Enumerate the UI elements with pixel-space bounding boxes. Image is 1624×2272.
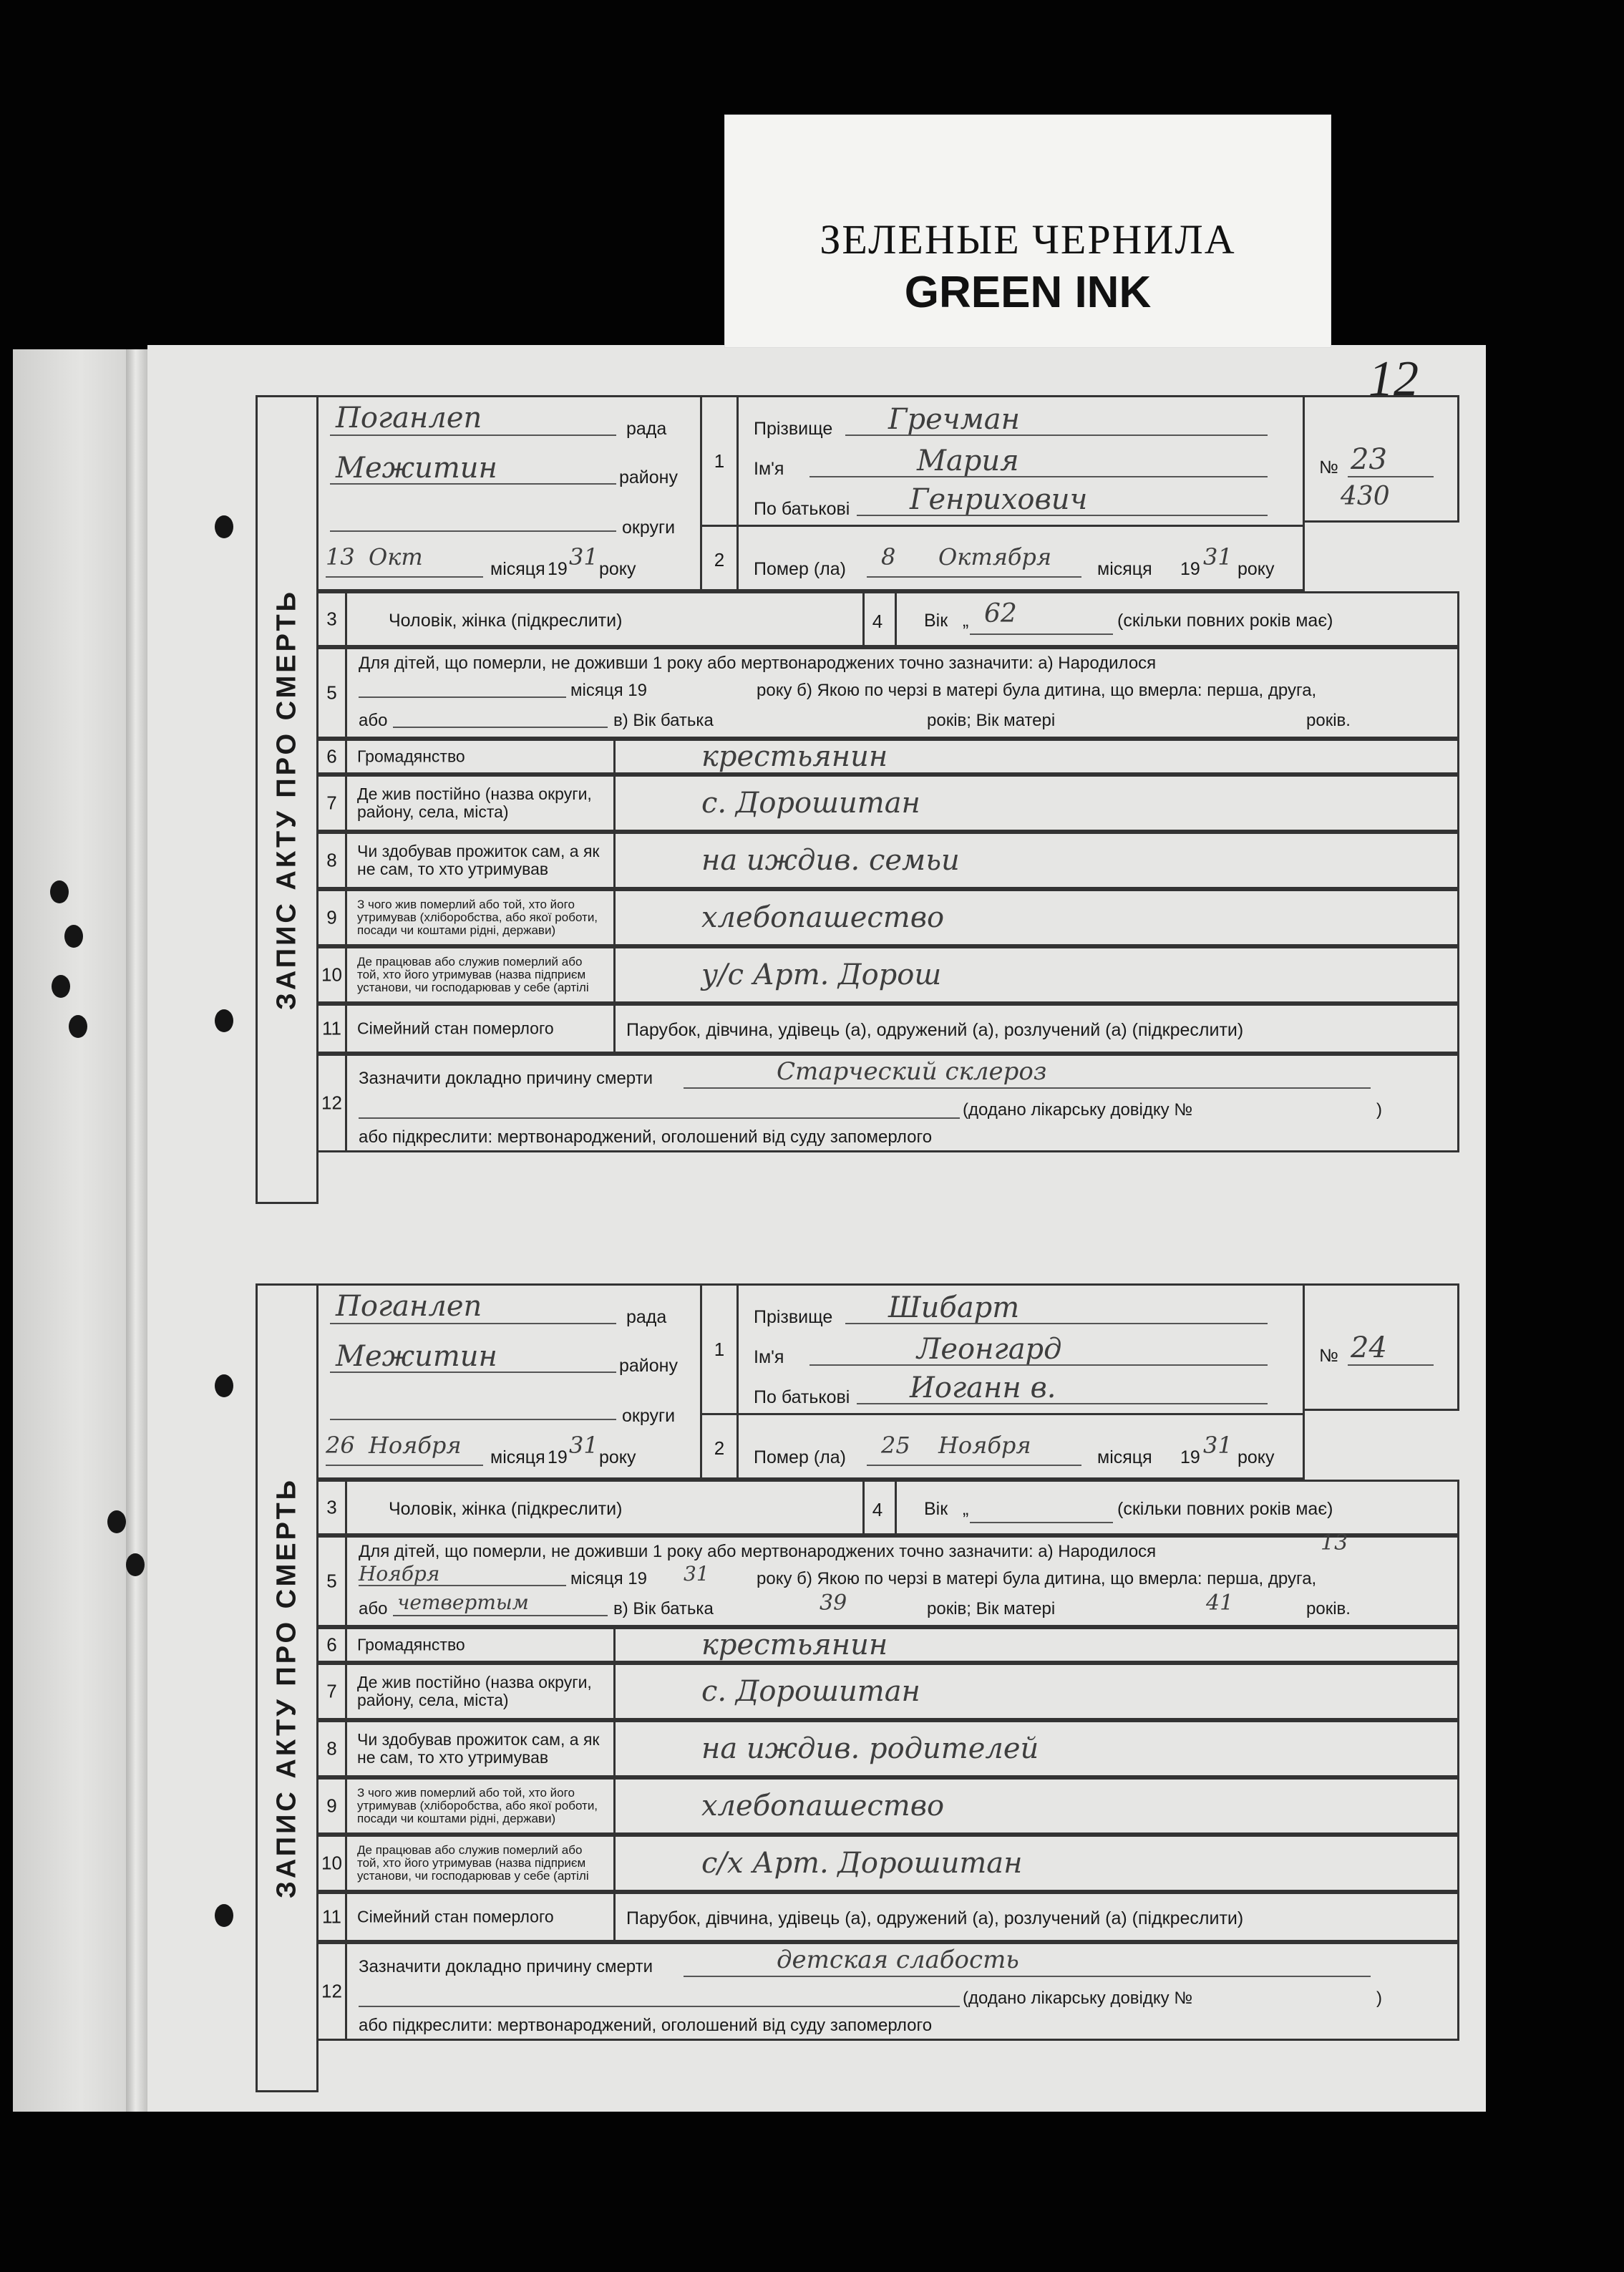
- children-line-3d: років.: [1306, 1599, 1351, 1618]
- row-livelihood: [319, 1720, 1459, 1777]
- row-sex-age: 3 Чоловік, жінка (підкреслити) 4 Вік „ 62 (скільки повних років має): [319, 591, 1459, 647]
- row-children: [319, 647, 1459, 739]
- death-day-value: 8: [881, 543, 896, 571]
- age-label: Вік: [924, 1499, 948, 1519]
- row-number: 8: [326, 1737, 337, 1759]
- born-day-value: 13: [1321, 1530, 1348, 1555]
- children-line-3c: років; Вік матері: [927, 1599, 1056, 1618]
- livelihood-label: Чи здобував прожиток сам, а як не сам, то хто утримував: [357, 1730, 600, 1767]
- raion-value: Межитин: [336, 452, 497, 485]
- income-source-value: хлебопашество: [701, 901, 945, 934]
- row-number: 3: [326, 1496, 337, 1518]
- registration-box: [319, 1283, 702, 1480]
- binding-hole: [215, 515, 233, 538]
- death-year-value: 31: [1203, 1432, 1232, 1459]
- reg-day-value: 13: [326, 543, 355, 571]
- sex-label: Чоловік, жінка (підкреслити): [389, 611, 623, 631]
- month-label: місяця: [1097, 1447, 1152, 1467]
- row-number: 5: [326, 1570, 337, 1592]
- row-income-source: [319, 889, 1459, 946]
- rada-label: рада: [626, 419, 667, 439]
- year-prefix: 19: [1180, 1447, 1200, 1467]
- binding-hole: [64, 925, 83, 948]
- row-livelihood: [319, 832, 1459, 889]
- row-cause: [319, 1054, 1459, 1152]
- label-russian: ЗЕЛЕНЫЕ ЧЕРНИЛА: [820, 216, 1236, 263]
- born-year-value: 31: [684, 1562, 709, 1586]
- row-number: 5: [326, 681, 337, 704]
- name-label: Ім'я: [754, 459, 784, 479]
- age-hint: (скільки повних років має): [1117, 611, 1333, 631]
- row-sex-age: 3 Чоловік, жінка (підкреслити) 4 Вік „ (скільки повних років має): [319, 1480, 1459, 1535]
- binding-hole: [215, 1009, 233, 1032]
- year-prefix: 19: [1180, 559, 1200, 579]
- deceased-box: [702, 395, 1305, 591]
- cause-certificate: (додано лікарську довідку №: [963, 1989, 1193, 2008]
- children-line-3b: в) Вік батька: [613, 711, 714, 730]
- row-cause: [319, 1942, 1459, 2041]
- row-number: 12: [321, 1980, 342, 2002]
- reg-year-value: 31: [569, 543, 598, 571]
- row-residence: [319, 1663, 1459, 1720]
- row-number: 2: [714, 1437, 725, 1459]
- residence-label: Де жив постійно (назва округи, району, села, міста): [357, 1673, 592, 1709]
- row-citizenship: [319, 1627, 1459, 1663]
- binding-hole: [50, 880, 69, 903]
- sex-label: Чоловік, жінка (підкреслити): [389, 1499, 623, 1519]
- children-line-3c: років; Вік матері: [927, 711, 1056, 730]
- children-line-2b: року б) Якою по черзі в матері була дитина, що вмерла: перша, друга,: [757, 681, 1317, 700]
- children-line-3d: років.: [1306, 711, 1351, 730]
- residence-value: с. Дорошитан: [701, 1675, 920, 1708]
- row-number: 1: [714, 1339, 725, 1360]
- raion-label: району: [619, 1356, 678, 1376]
- row-number: 12: [321, 1092, 342, 1114]
- death-record: [256, 1283, 1459, 2092]
- marital-options: Парубок, дівчина, удівець (а), одружений (а), розлучений (а) (підкреслити): [626, 1020, 1244, 1040]
- death-record: [256, 395, 1459, 1204]
- record-title-vertical: [256, 1283, 319, 2092]
- children-line-2: місяця 19: [570, 681, 647, 700]
- livelihood-value: на иждив. родителей: [701, 1732, 1039, 1765]
- stillborn-note: або підкреслити: мертвонароджений, оголошений від суду запомерлого: [359, 1127, 933, 1147]
- age-hint: (скільки повних років має): [1117, 1499, 1333, 1519]
- row-children: [319, 1530, 1459, 1627]
- death-month-value: Ноября: [938, 1432, 1031, 1459]
- livelihood-label: Чи здобував прожиток сам, а як не сам, то хто утримував: [357, 842, 600, 878]
- workplace-label: Де працював або служив померлий або той, хто його утримував (назва підприєм установи, чи господарював у себе (артілі: [357, 1843, 589, 1883]
- record-title: ЗАПИС АКТУ ПРО СМЕРТЬ: [271, 1477, 302, 1898]
- cause-close: ): [1376, 1989, 1382, 2008]
- row-number: 2: [714, 549, 725, 571]
- citizenship-label: Громадянство: [357, 747, 465, 766]
- row-number: 1: [714, 450, 725, 472]
- year-prefix: 19: [548, 1447, 568, 1467]
- children-line-3a: або: [359, 711, 388, 730]
- row-workplace: [319, 946, 1459, 1004]
- record-number: 23: [1351, 443, 1387, 476]
- row-number: 3: [326, 608, 337, 630]
- row-marital: [319, 1004, 1459, 1054]
- year-prefix: 19: [548, 559, 568, 579]
- patronymic-value: Генрихович: [910, 483, 1088, 516]
- children-line-2: місяця 19: [570, 1569, 647, 1588]
- binding-hole: [215, 1904, 233, 1927]
- stillborn-note: або підкреслити: мертвонароджений, оголошений від суду запомерлого: [359, 2016, 933, 2035]
- residence-value: с. Дорошитан: [701, 787, 920, 820]
- reg-year-value: 31: [569, 1432, 598, 1459]
- rada-label: рада: [626, 1307, 667, 1327]
- death-day-value: 25: [881, 1432, 910, 1459]
- record-title-vertical: [256, 395, 319, 1204]
- label-english: GREEN INK: [904, 268, 1152, 317]
- residence-label: Де жив постійно (назва округи, району, села, міста): [357, 785, 592, 821]
- row-number: 9: [326, 906, 337, 928]
- born-month-value: Ноября: [359, 1562, 440, 1586]
- marital-options: Парубок, дівчина, удівець (а), одружений (а), розлучений (а) (підкреслити): [626, 1908, 1244, 1928]
- cause-value: детская слабость: [777, 1946, 1019, 1974]
- rada-value: Поганлеп: [336, 402, 482, 435]
- row-number: 6: [326, 1633, 337, 1656]
- workplace-value: у/с Арт. Дорош: [701, 958, 942, 991]
- binding-hole: [215, 1374, 233, 1397]
- record-number-box: [1305, 395, 1459, 523]
- row-number: 4: [872, 1499, 883, 1520]
- reg-day-value: 26: [326, 1432, 355, 1459]
- binding-spine: [126, 349, 147, 2112]
- marital-label: Сімейний стан померлого: [357, 1907, 554, 1926]
- surname-label: Прізвище: [754, 1307, 833, 1327]
- income-source-label: З чого жив померлий або той, хто його утримував (хліборобства, або якої роботи, посади чи коштами рідні, держави): [357, 898, 598, 937]
- child-order-value: четвертым: [397, 1591, 529, 1614]
- patronymic-value: Иоганн в.: [910, 1372, 1056, 1404]
- record-title: ЗАПИС АКТУ ПРО СМЕРТЬ: [271, 589, 302, 1010]
- income-source-value: хлебопашество: [701, 1790, 945, 1822]
- row-marital: [319, 1892, 1459, 1942]
- month-label: місяця: [490, 1447, 545, 1467]
- name-value: Мария: [917, 445, 1019, 477]
- raion-value: Межитин: [336, 1340, 497, 1373]
- deceased-box: [702, 1283, 1305, 1480]
- workplace-label: Де працював або служив померлий або той, хто його утримував (назва підприєм установи, чи господарював у себе (артілі: [357, 955, 589, 994]
- registration-box: [319, 395, 702, 591]
- row-number: 4: [872, 611, 883, 632]
- raion-label: району: [619, 467, 678, 487]
- children-line-2b: року б) Якою по черзі в матері була дитина, що вмерла: перша, друга,: [757, 1569, 1317, 1588]
- binding-hole: [69, 1015, 87, 1038]
- rada-value: Поганлеп: [336, 1290, 482, 1323]
- green-ink-label: [724, 115, 1331, 348]
- cause-value: Старческий склероз: [777, 1057, 1047, 1086]
- row-number: 7: [326, 1680, 337, 1702]
- cause-label: Зазначити докладно причину смерти: [359, 1069, 653, 1088]
- binding-hole: [107, 1510, 126, 1533]
- workplace-value: с/х Арт. Дорошитан: [701, 1847, 1023, 1880]
- mother-age-value: 41: [1206, 1591, 1234, 1616]
- surname-value: Шибарт: [888, 1291, 1020, 1324]
- row-number: 8: [326, 849, 337, 871]
- death-year-value: 31: [1203, 543, 1232, 571]
- surname-label: Прізвище: [754, 419, 833, 439]
- citizenship-label: Громадянство: [357, 1635, 465, 1654]
- patronymic-label: По батькові: [754, 1387, 850, 1407]
- died-label: Помер (ла): [754, 1447, 846, 1467]
- livelihood-value: на иждив. семьи: [701, 844, 960, 877]
- citizenship-value: крестьянин: [701, 740, 888, 773]
- extra-number: 430: [1341, 482, 1390, 511]
- sheet-number: 12: [1368, 351, 1419, 407]
- children-line-3b: в) Вік батька: [613, 1599, 714, 1618]
- row-residence: [319, 775, 1459, 832]
- month-label: місяця: [490, 559, 545, 579]
- number-label: №: [1319, 457, 1338, 477]
- binding-hole: [126, 1553, 145, 1576]
- year-label: року: [1238, 559, 1275, 579]
- age-value: 62: [984, 599, 1017, 628]
- reg-month-value: Окт: [369, 543, 423, 571]
- year-label: року: [599, 559, 636, 579]
- month-label: місяця: [1097, 559, 1152, 579]
- year-label: року: [599, 1447, 636, 1467]
- row-citizenship: [319, 739, 1459, 775]
- row-number: 11: [322, 1906, 341, 1928]
- name-label: Ім'я: [754, 1347, 784, 1367]
- children-line-1: Для дітей, що померли, не доживши 1 року або мертвонароджених точно зазначити: а) Народилося: [359, 1542, 1157, 1561]
- row-number: 9: [326, 1795, 337, 1817]
- name-value: Леонгард: [917, 1333, 1062, 1366]
- reg-month-value: Ноября: [369, 1432, 462, 1459]
- income-source-label: З чого жив померлий або той, хто його утримував (хліборобства, або якої роботи, посади чи коштами рідні, держави): [357, 1786, 598, 1825]
- cause-certificate: (додано лікарську довідку №: [963, 1100, 1193, 1120]
- year-label: року: [1238, 1447, 1275, 1467]
- record-number: 24: [1351, 1331, 1387, 1364]
- row-number: 10: [321, 963, 342, 986]
- marital-label: Сімейний стан померлого: [357, 1019, 554, 1038]
- number-label: №: [1319, 1346, 1338, 1366]
- row-number: 7: [326, 792, 337, 814]
- citizenship-value: крестьянин: [701, 1628, 888, 1661]
- row-workplace: [319, 1835, 1459, 1892]
- death-month-value: Октября: [938, 543, 1052, 571]
- row-number: 6: [326, 745, 337, 767]
- binding-hole: [52, 975, 70, 998]
- patronymic-label: По батькові: [754, 499, 850, 519]
- father-age-value: 39: [820, 1591, 847, 1616]
- died-label: Помер (ла): [754, 559, 846, 579]
- row-number: 10: [321, 1852, 342, 1874]
- children-line-1: Для дітей, що померли, не доживши 1 року або мертвонароджених точно зазначити: а) Народилося: [359, 654, 1157, 673]
- cause-label: Зазначити докладно причину смерти: [359, 1957, 653, 1976]
- okruha-label: округи: [622, 518, 676, 538]
- okruha-label: округи: [622, 1406, 676, 1426]
- children-line-3a: або: [359, 1599, 388, 1618]
- surname-value: Гречман: [888, 403, 1021, 436]
- row-income-source: [319, 1777, 1459, 1835]
- age-label: Вік: [924, 611, 948, 631]
- record-number-box: [1305, 1283, 1459, 1411]
- row-number: 11: [322, 1017, 341, 1039]
- left-page: [13, 349, 126, 2112]
- cause-close: ): [1376, 1100, 1382, 1120]
